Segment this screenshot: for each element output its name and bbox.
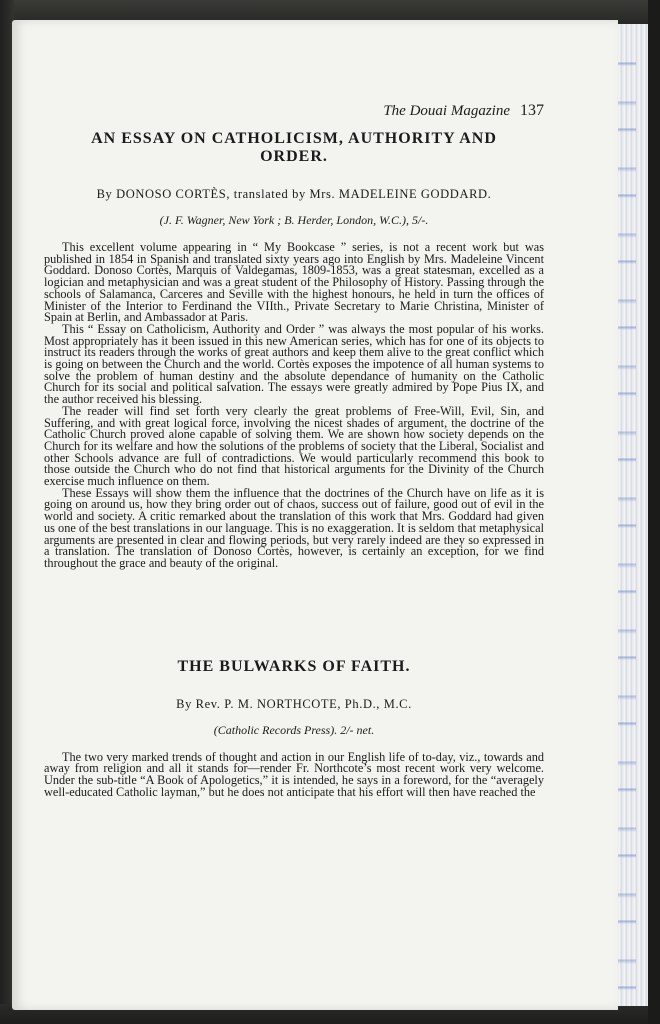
journal-name: The Douai Magazine	[383, 103, 510, 119]
review-byline: By DONOSO CORTÈS, translated by Mrs. MADELEINE GODDARD.	[96, 187, 492, 201]
paragraph: The reader will find set forth very clearly the great problems of Free-Will, Evil, Sin, and Suffering, and with great logical force, involving the nicest shades of argument, the doctrine of the Catholic Church proved alone capable of solving them. We are shown how society depends on the Church for its welfare and how the solutions of the problems of society that the Liberal, Socialist and other Schools advance are full of contradictions. We would particularly recommend this book to those outside the Church who do not find that historical arguments for the Divinity of the Church exercise much influence on them.	[44, 403, 544, 489]
paragraph: The two very marked trends of thought and action in our English life of to-day, viz., towards and away from religion and all it stands for—render Fr. Northcote’s most recent work very welcome. Under the sub-title “A Book of Apologetics,” it is intended, he says in a foreword, for the “averagely well-educated Catholic layman,” but he does not anticipate that his effort will then have reached the	[44, 749, 544, 799]
page-content	[44, 100, 544, 799]
review-bulwarks-of-faith	[44, 658, 544, 799]
book-cover-edge	[648, 0, 660, 1024]
review-body	[44, 242, 544, 570]
running-head	[44, 100, 544, 122]
paragraph: This “ Essay on Catholicism, Authority and Order ” was always the most popular of his works. Most appropriately has it been issued in this new American series, which has for one of its objects to instruct its readers through the works of great authors and keep them alive to the great conflict which is going on between the Church and the world. Cortès exposes the impotence of all human systems to solve the problem of human destiny and the absolute dependance of humanity on the Catholic Church for its social and political salvation. The essays were greatly admired by Pope Pius IX, and the author received his blessing.	[44, 321, 544, 407]
paragraph: These Essays will show them the influence that the doctrines of the Church have on life as it is going on around us, how they bring order out of chaos, success out of failure, good out of evil in the world and society. A critic remarked about the translation of this work that Mrs. Goddard had given us one of the best translations in our language. This is no exaggeration. It is seldom that metaphysical arguments are presented in clear and flowing periods, but very rarely indeed are they so expressed in a translation. The translation of Donoso Cortès, however, is certainly an exception, for we find throughout the grace and beauty of the original.	[44, 485, 544, 570]
review-title: AN ESSAY ON CATHOLICISM, AUTHORITY AND ORDER.	[91, 130, 497, 165]
review-publisher: (J. F. Wagner, New York ; B. Herder, London, W.C.), 5/-.	[159, 213, 429, 227]
page-edge-marks	[618, 40, 636, 990]
page-number: 137	[520, 102, 544, 119]
review-publisher: (Catholic Records Press). 2/- net.	[213, 722, 375, 737]
review-essay-catholicism	[44, 130, 544, 570]
review-byline: By Rev. P. M. NORTHCOTE, Ph.D., M.C.	[176, 696, 412, 711]
paragraph: This excellent volume appearing in “ My Bookcase ” series, is not a recent work but was published in 1854 in Spanish and translated sixty years ago into English by Mrs. Madeleine Vincent Goddard. Donoso Cortès, Marquis of Valdegamas, 1809-1853, was a great statesman, excelled as a logician and metaphysician and was a great student of the Philosophy of History. Passing through the schools of Salamanca, Carceres and Seville with the highest honours, he held in turn the offices of Minister of the Interior to Ferdinand the VIIth., Private Secretary to Marie Christina, Minister of Spain at Berlin, and Ambassador at Paris.	[44, 240, 544, 325]
section-spacer	[44, 570, 544, 658]
review-body	[44, 749, 544, 799]
review-title: THE BULWARKS OF FAITH.	[177, 657, 411, 675]
